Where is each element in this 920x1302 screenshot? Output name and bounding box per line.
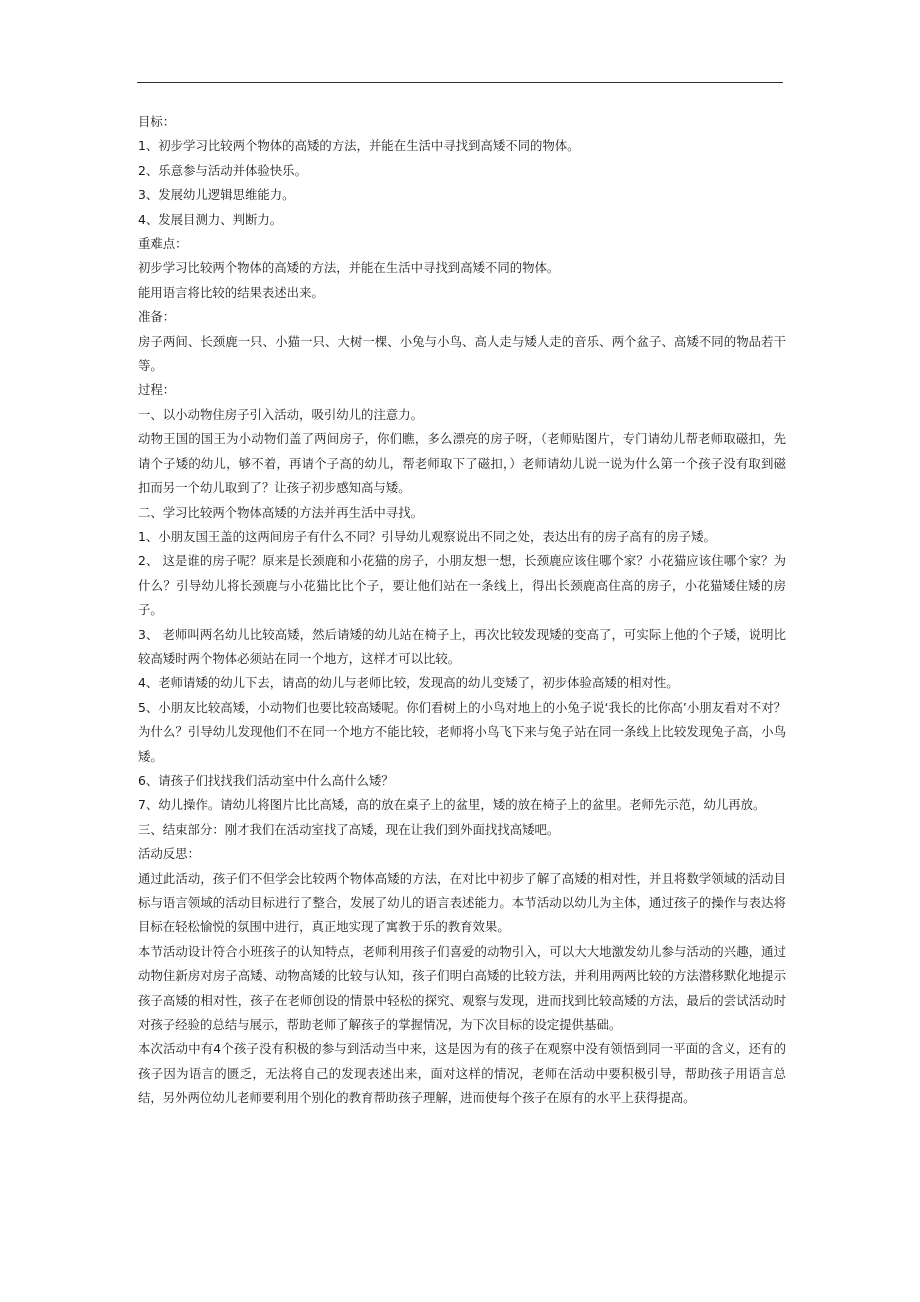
process-section-2: 二、学习比较两个物体高矮的方法并再生活中寻找。 — [138, 504, 423, 520]
reflection-paragraph: 本节活动设计符合小班孩子的认知特点，老师利用孩子们喜爱的动物引入，可以大大地激发幼儿参与活动的兴趣，通过动物住新房对房子高矮、动物高矮的比较与认知，孩子们明白高矮的比较方法，并利用两两比较的方法潜移默化地提示孩子高矮的相对性，孩子在老师创设的情景中轻松的探究、观察与发现，进而找到比较高矮的方法，最后的尝试活动时对孩子经验的总结与展示，帮助老师了解孩子的掌握情况，为下次目标的设定提供基础。 — [138, 943, 786, 1033]
heading-goals: 目标： — [138, 114, 176, 129]
key-point: 能用语言将比较的结果表述出来。 — [138, 284, 324, 300]
process-step: 1、小朋友国王盖的这两间房子有什么不同？引导幼儿观察说出不同之处，表达出有的房子高有的房子矮。 — [138, 528, 716, 544]
goal-item: 4、发展目测力、判断力。 — [138, 211, 283, 227]
process-step: 3、 老师叫两名幼儿比较高矮，然后请矮的幼儿站在椅子上，再次比较发现矮的变高了，可实际上他的个子矮，说明比较高矮时两个物体必须站在同一个地方，这样才可以比较。 — [138, 626, 786, 666]
heading-key-points: 重难点： — [138, 236, 188, 252]
reflection-paragraph: 通过此活动，孩子们不但学会比较两个物体高矮的方法，在对比中初步了解了高矮的相对性，并且将数学领域的活动目标与语言领域的活动目标进行了整合，发展了幼儿的语言表述能力。本节活动以幼儿为主体，通过孩子的操作与表达将目标在轻松愉悦的氛围中进行，真正地实现了寓教于乐的教育效果。 — [138, 870, 786, 935]
process-step: 2、 这是谁的房子呢？原来是长颈鹿和小花猫的房子，小朋友想一想，长颈鹿应该住哪个家？小花猫应该住哪个家？为什么？引导幼儿将长颈鹿与小花猫比比个子，要让他们站在一条线上，得出长颈鹿高住高的房子，小花猫矮住矮的房子。 — [138, 553, 786, 618]
heading-process: 过程： — [138, 382, 176, 398]
process-step: 4、老师请矮的幼儿下去，请高的幼儿与老师比较，发现高的幼儿变矮了，初步体验高矮的相对性。 — [138, 675, 679, 691]
header-rule — [137, 82, 783, 83]
document-body — [138, 110, 786, 1111]
process-section-1: 一、以小动物住房子引入活动，吸引幼儿的注意力。 — [138, 406, 423, 422]
key-point: 初步学习比较两个物体的高矮的方法，并能在生活中寻找到高矮不同的物体。 — [138, 260, 560, 276]
process-step: 6、请孩子们找找我们活动室中什么高什么矮？ — [138, 772, 394, 788]
preparation-text: 房子两间、长颈鹿一只、小猫一只、大树一棵、小兔与小鸟、高人走与矮人走的音乐、两个盆子、高矮不同的物品若干等。 — [138, 333, 786, 374]
process-section-3: 三、结束部分：刚才我们在活动室找了高矮，现在让我们到外面找找高矮吧。 — [138, 821, 560, 837]
goal-item: 1、初步学习比较两个物体的高矮的方法，并能在生活中寻找到高矮不同的物体。 — [138, 138, 580, 154]
heading-preparation: 准备： — [138, 309, 176, 325]
reflection-paragraph: 本次活动中有4个孩子没有积极的参与到活动当中来，这是因为有的孩子在观察中没有领悟到同一平面的含义，还有的孩子因为语言的匮乏，无法将自己的发现表述出来，面对这样的情况，老师在活动中要积极引导，帮助孩子用语言总结，另外两位幼儿老师要利用个别化的教育帮助孩子理解，进而使每个孩子在原有的水平上获得提高。 — [138, 1041, 786, 1106]
goal-item: 3、发展幼儿逻辑思维能力。 — [138, 187, 295, 203]
process-step: 5、小朋友比较高矮，小动物们也要比较高矮呢。你们看树上的小鸟对地上的小兔子说‘我长的比你高’小朋友看对不对？为什么？引导幼儿发现他们不在同一个地方不能比较，老师将小鸟飞下来与兔子站在同一条线上比较发现兔子高，小鸟矮。 — [138, 699, 786, 764]
process-paragraph: 动物王国的国王为小动物们盖了两间房子，你们瞧，多么漂亮的房子呀，（老师贴图片，专门请幼儿帮老师取磁扣，先请个子矮的幼儿，够不着，再请个子高的幼儿，帮老师取下了磁扣，）老师请幼儿说一说为什么第一个孩子没有取到磁扣而另一个幼儿取到了？让孩子初步感知高与矮。 — [138, 431, 786, 496]
heading-reflection: 活动反思： — [138, 846, 200, 862]
process-step: 7、幼儿操作。请幼儿将图片比比高矮，高的放在桌子上的盆里，矮的放在椅子上的盆里。老师先示范，幼儿再放。 — [138, 797, 766, 813]
goal-item: 2、乐意参与活动并体验快乐。 — [138, 162, 307, 178]
